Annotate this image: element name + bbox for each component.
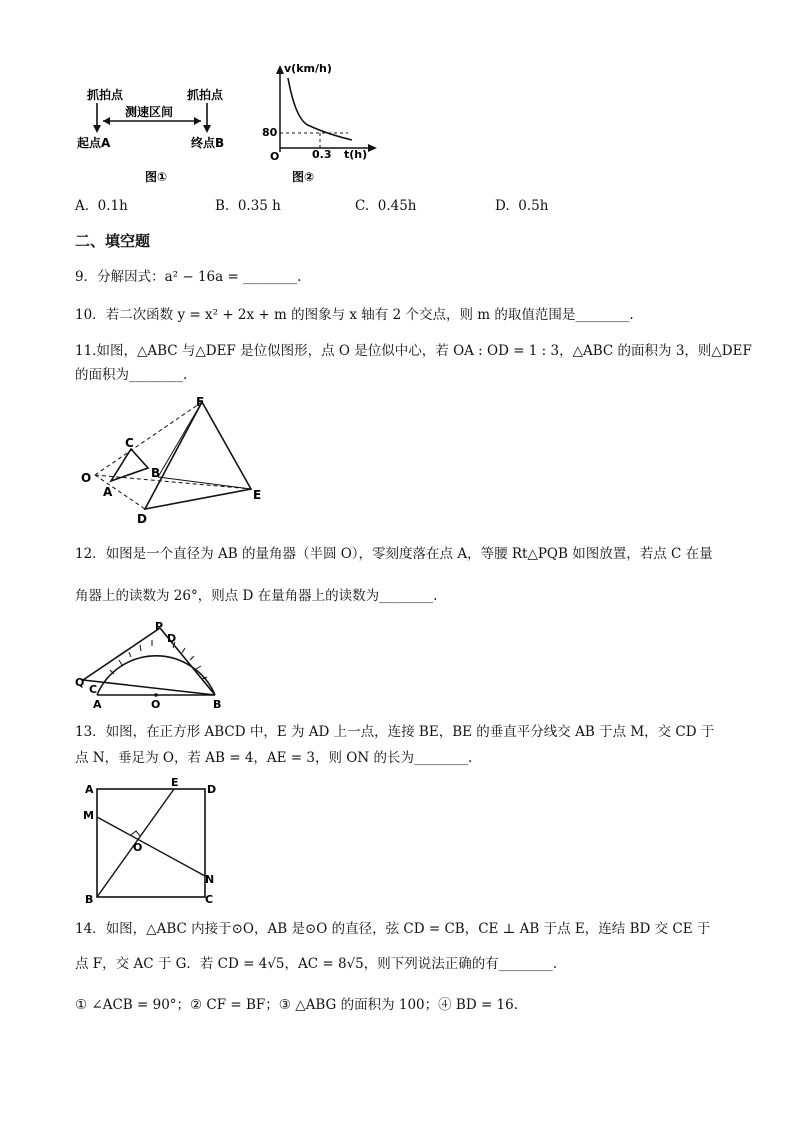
figure-1-speed-zone <box>75 85 240 185</box>
y-axis-label: v(km/h) <box>284 62 332 75</box>
question-9: 9．分解因式：a² − 16a = ________. <box>75 269 302 285</box>
end-label: 终点B <box>191 136 225 150</box>
label-D: D <box>207 783 217 796</box>
option-c: C. 0.45h <box>355 198 417 214</box>
origin-label: O <box>270 150 280 163</box>
question-11-line2: 的面积为________. <box>75 367 188 383</box>
label-B: B <box>213 698 222 710</box>
option-a: A. 0.1h <box>75 198 128 214</box>
label-B: B <box>85 893 94 905</box>
option-d: D. 0.5h <box>495 198 549 214</box>
question-14-line2: 点 F，交 AC 于 G．若 CD = 4√5，AC = 8√5，则下列说法正确的有________. <box>75 956 558 972</box>
fig1-caption: 图① <box>145 170 168 184</box>
label-F: F <box>196 395 205 409</box>
label-C: C <box>125 436 134 450</box>
x-axis-label: t(h) <box>344 148 368 161</box>
cam-left-label: 抓拍点 <box>87 88 124 102</box>
figure-13-square <box>75 775 225 905</box>
label-E: E <box>253 488 262 502</box>
y-tick-label: 80 <box>262 126 278 139</box>
label-M: M <box>83 809 94 822</box>
question-13: 13．如图，在正方形 ABCD 中，E 为 AD 上一点，连接 BE，BE 的垂直平分线交 AB 于点 M，交 CD 于 <box>75 724 715 740</box>
zone-label: 测速区间 <box>125 105 174 119</box>
label-E: E <box>171 776 179 789</box>
label-N: N <box>205 873 215 886</box>
start-label: 起点A <box>77 136 111 150</box>
figure-2-graph <box>262 60 382 185</box>
label-O: O <box>81 471 92 485</box>
figure-11-homothety <box>75 392 275 527</box>
label-B: B <box>151 466 161 480</box>
question-10: 10．若二次函数 y = x² + 2x + m 的图象与 x 轴有 2 个交点，则 m 的取值范围是________. <box>75 307 634 323</box>
fig2-caption: 图② <box>292 170 315 184</box>
question-11: 11.如图，△ABC 与△DEF 是位似图形，点 O 是位似中心，若 OA : OD = 1 : 3，△ABC 的面积为 3，则△DEF <box>75 343 752 359</box>
question-12-line2: 角器上的读数为 26°，则点 D 在量角器上的读数为________. <box>75 588 438 604</box>
label-A: A <box>85 783 94 796</box>
label-D: D <box>137 512 147 526</box>
option-b: B. 0.35 h <box>215 198 281 214</box>
question-14: 14．如图，△ABC 内接于⊙O，AB 是⊙O 的直径，弦 CD = CB，CE ⊥ AB 于点 E，连结 BD 交 CE 于 <box>75 921 711 937</box>
label-P: P <box>155 620 164 633</box>
label-Q: Q <box>75 676 85 689</box>
label-D: D <box>167 632 177 645</box>
question-13-line2: 点 N，垂足为 O，若 AB = 4，AE = 3，则 ON 的长为________. <box>75 750 473 766</box>
section-heading: 二、填空题 <box>75 232 151 250</box>
question-14-statements: ① ∠ACB = 90°；② CF = BF；③ △ABG 的面积为 100；④ BD = 16. <box>75 997 519 1013</box>
cam-right-label: 抓拍点 <box>187 88 224 102</box>
label-O: O <box>133 841 143 854</box>
label-O: O <box>151 698 161 710</box>
figure-12-protractor <box>75 620 235 710</box>
label-C: C <box>205 893 214 905</box>
label-A: A <box>103 485 113 499</box>
question-12: 12．如图是一个直径为 AB 的量角器（半圆 O），零刻度落在点 A，等腰 Rt△PQB 如图放置，若点 C 在量 <box>75 546 713 562</box>
label-A: A <box>93 698 102 710</box>
x-tick-label: 0.3 <box>312 148 332 161</box>
label-C: C <box>89 683 98 696</box>
